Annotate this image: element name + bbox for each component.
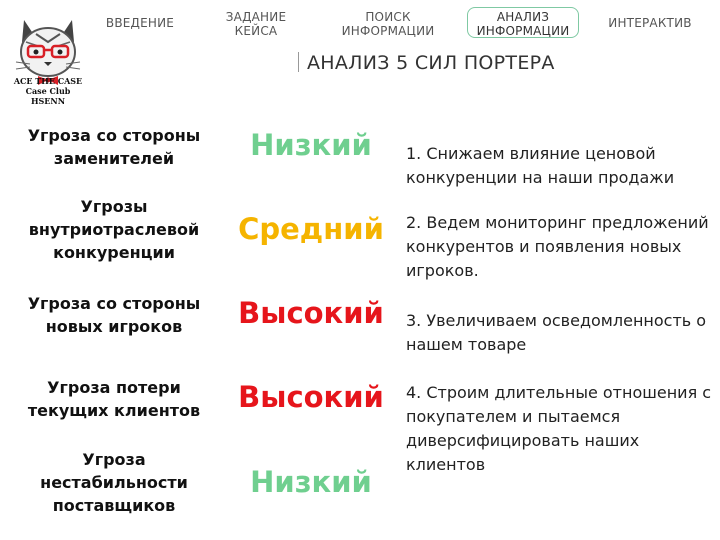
action-1: 1. Снижаем влияние ценовой конкуренции на наши продажи (406, 144, 675, 187)
action-3: 3. Увеличиваем осведомленность о нашем товаре (406, 311, 707, 354)
nav-interactive[interactable]: ИНТЕРАКТИВ (608, 16, 692, 30)
nav-case-task[interactable]: ЗАДАНИЕ КЕЙСА (225, 10, 287, 38)
level-rivalry: Средний (238, 212, 384, 246)
section-title-text: АНАЛИЗ 5 СИЛ ПОРТЕРА (307, 52, 555, 74)
level-new-entrants: Высокий (238, 296, 384, 330)
level-substitutes: Низкий (250, 128, 372, 162)
threat-customer-loss: Угроза потери текущих клиентов (27, 378, 201, 420)
action-4: 4. Строим длительные отношения с покупателем и пытаемся диверсифицировать наших клиентов (406, 383, 712, 474)
logo-subtitle: Case Club (25, 86, 71, 96)
threat-new-entrants: Угроза со стороны новых игроков (27, 294, 201, 336)
nav-info-analysis[interactable]: АНАЛИЗ ИНФОРМАЦИИ (467, 7, 579, 38)
logo-caption: HSENN (30, 96, 66, 106)
nav-intro[interactable]: ВВЕДЕНИЕ (105, 16, 175, 30)
logo-title: ACE THE CASE (13, 76, 83, 86)
threat-supplier-instability: Угроза нестабильности поставщиков (40, 450, 188, 515)
logo-text (4, 76, 92, 106)
level-supplier-instability: Низкий (250, 465, 372, 499)
nav-info-search[interactable]: ПОИСК ИНФОРМАЦИИ (341, 10, 435, 38)
action-2: 2. Ведем мониторинг предложений конкурентов и появления новых игроков. (406, 213, 709, 280)
threat-rivalry: Угрозы внутриотраслевой конкуренции (28, 197, 200, 262)
level-customer-loss: Высокий (238, 380, 384, 414)
threat-substitutes: Угроза со стороны заменителей (27, 126, 201, 168)
title-divider (298, 52, 299, 72)
section-title (298, 52, 555, 74)
